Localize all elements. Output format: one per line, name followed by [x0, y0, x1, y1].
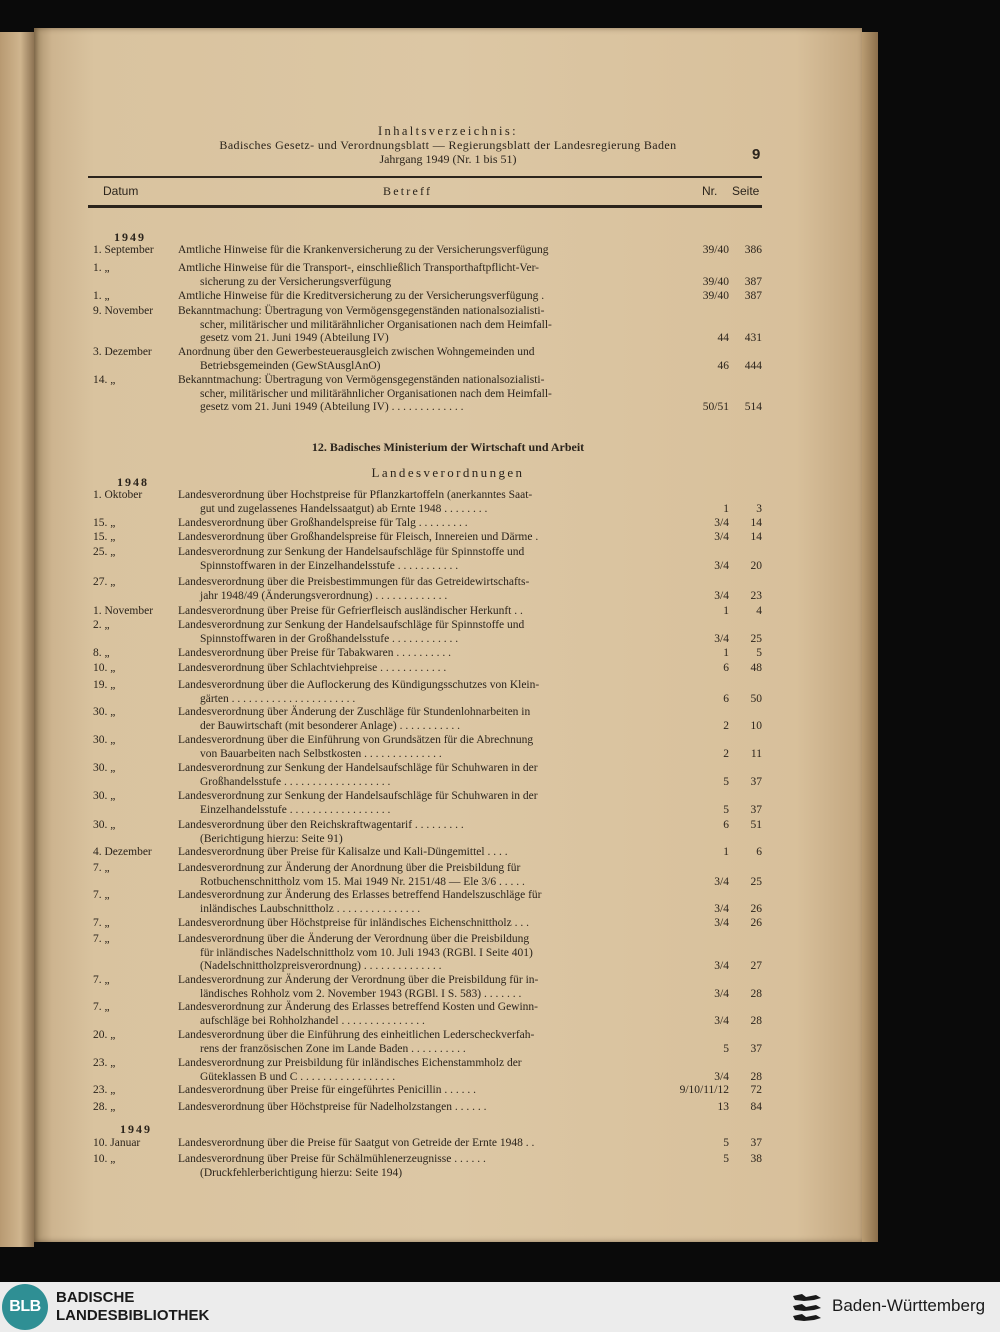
entry-seite: 50	[750, 692, 762, 705]
entry-date: 20. „	[93, 1029, 116, 1041]
entry-nr: 5	[723, 803, 729, 816]
entry-subject-line: Rotbuchenschnittholz vom 15. Mai 1949 Nr. 2151/48 — Ele 3/6 . . . . .	[200, 875, 525, 888]
entry-subject-line: Landesverordnung über den Reichskraftwagentarif . . . . . . . . .	[178, 819, 464, 831]
header-rule-bottom	[88, 205, 762, 208]
entry-subject-line: gesetz vom 21. Juni 1949 (Abteilung IV) . . . . . . . . . . . . .	[200, 401, 464, 413]
column-header-nr: Nr.	[702, 184, 718, 198]
entry-nr: 2	[723, 719, 729, 732]
entry-subject	[178, 790, 653, 817]
entry-date: 19. „	[93, 679, 116, 691]
entry-subject-line: Landesverordnung zur Senkung der Handelsaufschläge für Schuhwaren in der	[178, 762, 538, 774]
entry-subject-line: Landesverordnung zur Senkung der Handelsaufschläge für Spinnstoffe und	[178, 619, 525, 631]
entry-subject	[178, 679, 653, 706]
document-title: Inhaltsverzeichnis:	[377, 124, 518, 138]
entry-subject	[178, 374, 653, 415]
entry-date: 7. „	[93, 933, 110, 945]
entry-subject-line: Einzelhandelsstufe . . . . . . . . . . . . . . . . . .	[200, 803, 391, 816]
entry-subject	[178, 1001, 653, 1028]
entry-subject	[178, 305, 653, 346]
blb-name-line1: BADISCHE	[56, 1289, 135, 1306]
entry-subject-line: aufschläge bei Rohholzhandel . . . . . . . . . . . . . . .	[200, 1014, 425, 1027]
entry-date: 30. „	[93, 734, 116, 746]
entry-date: 1. September	[93, 244, 154, 256]
entry-nr: 1	[723, 846, 729, 858]
entry-date: 1. „	[93, 262, 110, 274]
entry-nr: 3/4	[714, 902, 729, 915]
entry-seite: 387	[744, 290, 762, 302]
column-header-datum: Datum	[103, 184, 139, 198]
entry-nr: 3/4	[714, 917, 729, 929]
entry-subject-line: Landesverordnung über die Preise für Saatgut von Getreide der Ernte 1948 . .	[178, 1137, 535, 1149]
entry-subject-line: Spinnstoffwaren in der Großhandelsstufe . . . . . . . . . . . .	[200, 632, 459, 645]
entry-seite: 26	[750, 902, 762, 915]
section-heading: 12. Badisches Ministerium der Wirtschaft und Arbeit	[311, 440, 585, 454]
entry-subject-line: Landesverordnung über Höchstpreise für inländisches Eichenschnittholz . . .	[178, 917, 529, 929]
entry-subject	[178, 647, 653, 661]
entry-nr: 1	[723, 647, 729, 659]
entry-subject-line: Landesverordnung über die Änderung der Verordnung über die Preisbildung	[178, 933, 530, 945]
entry-subject-line: Landesverordnung zur Änderung des Erlasses betreffend Handelszuschläge für	[178, 889, 542, 901]
entry-nr: 46	[717, 359, 729, 372]
entry-subject-line: scher, militärischer und militärähnlicher Organisationen nach dem Heimfall-	[200, 387, 552, 400]
entry-subject	[178, 974, 653, 1001]
entry-date: 7. „	[93, 862, 110, 874]
entry-subject-line: gesetz vom 21. Juni 1949 (Abteilung IV)	[200, 332, 389, 344]
page-number: 9	[752, 146, 761, 163]
entry-seite: 37	[750, 1042, 762, 1055]
entry-date: 25. „	[93, 546, 116, 558]
entry-subject	[178, 244, 653, 258]
entry-seite: 444	[744, 359, 762, 372]
entry-subject-line: Landesverordnung über die Einführung des einheitlichen Lederscheckverfah-	[178, 1029, 535, 1041]
entry-seite: 38	[750, 1153, 762, 1165]
entry-subject-line: Landesverordnung zur Senkung der Handelsaufschläge für Schuhwaren in der	[178, 790, 538, 802]
entry-nr: 1	[723, 605, 729, 617]
entry-date: 3. Dezember	[93, 346, 152, 358]
document-header	[34, 124, 862, 166]
entry-subject-line: gut und zugelassenes Handelssaatgut) ab Ernte 1948 . . . . . . . .	[200, 502, 488, 515]
year-label-1948: 1948	[117, 475, 149, 489]
entry-nr: 3/4	[714, 987, 729, 1000]
entry-subject	[178, 662, 653, 676]
footer-bar	[0, 1282, 1000, 1332]
entry-nr: 3/4	[714, 875, 729, 888]
entry-seite: 25	[750, 632, 762, 645]
entry-subject-line: Landesverordnung zur Änderung der Verordnung über die Preisbildung für in-	[178, 974, 539, 986]
entry-subject-line: Landesverordnung über Großhandelspreise für Fleisch, Innereien und Därme .	[178, 531, 539, 543]
entry-subject-line: Landesverordnung über die Auflockerung des Kündigungsschutzes von Klein-	[178, 679, 540, 691]
entry-nr: 6	[723, 819, 729, 831]
entry-subject-line: Landesverordnung über Höchstpreise für Nadelholzstangen . . . . . .	[178, 1101, 487, 1113]
entry-subject	[178, 889, 653, 916]
entry-date: 23. „	[93, 1084, 116, 1096]
entry-subject-line: Landesverordnung über Schlachtviehpreise . . . . . . . . . . . .	[178, 662, 447, 674]
entry-nr: 3/4	[714, 1014, 729, 1027]
entry-seite: 37	[750, 803, 762, 816]
entry-seite: 14	[750, 531, 762, 543]
entry-subject-line: Landesverordnung über Preise für Schälmühlenerzeugnisse . . . . . .	[178, 1153, 486, 1165]
entry-subject-line: Spinnstoffwaren in der Einzelhandelsstufe . . . . . . . . . . .	[200, 559, 459, 572]
entry-seite: 25	[750, 875, 762, 888]
entry-date: 1. Oktober	[93, 489, 143, 501]
entry-date: 7. „	[93, 1001, 110, 1013]
entry-subject	[178, 262, 653, 289]
entry-seite: 11	[750, 747, 762, 760]
entry-subject	[178, 546, 653, 573]
entry-nr: 3/4	[714, 517, 729, 529]
entry-subject-line: Großhandelsstufe . . . . . . . . . . . . . . . . . . .	[200, 775, 391, 788]
entry-seite: 20	[750, 559, 762, 572]
entry-subject-line: (Berichtigung hierzu: Seite 91)	[200, 832, 343, 845]
year-label-1949-second: 1949	[120, 1122, 152, 1136]
entry-seite: 48	[750, 662, 762, 674]
document-volume: Jahrgang 1949 (Nr. 1 bis 51)	[379, 152, 517, 166]
entry-date: 30. „	[93, 762, 116, 774]
entry-subject-line: scher, militärischer und militärähnlicher Organisationen nach dem Heimfall-	[200, 318, 552, 331]
entry-subject-line: Landesverordnung über Preise für Kalisalze und Kali-Düngemittel . . . .	[178, 846, 508, 858]
entry-nr: 44	[717, 332, 729, 344]
entry-subject-line: Landesverordnung über die Einführung von Grundsätzen für die Abrechnung	[178, 734, 534, 746]
entry-subject-line: Landesverordnung zur Preisbildung für inländisches Eichenstammholz der	[178, 1057, 522, 1069]
entry-date: 7. „	[93, 917, 110, 929]
entry-seite: 37	[750, 1137, 762, 1149]
column-header-betreff: Betreff	[383, 184, 433, 198]
blb-name[interactable]	[56, 1289, 209, 1325]
entry-subject	[178, 576, 653, 603]
entry-date: 28. „	[93, 1101, 116, 1113]
entry-subject-line: ländisches Rohholz vom 2. November 1943 (RGBl. I S. 583) . . . . . . .	[200, 987, 522, 1000]
entry-nr: 13	[717, 1101, 729, 1113]
entry-date: 7. „	[93, 889, 110, 901]
entry-subject-line: Landesverordnung über Hochstpreise für Pflanzkartoffeln (anerkanntes Saat-	[178, 489, 533, 501]
entry-subject-line: Bekanntmachung: Übertragung von Vermögensgegenständen nationalsozialisti-	[178, 374, 545, 386]
entry-date: 30. „	[93, 706, 116, 718]
blb-name-line2: LANDESBIBLIOTHEK	[56, 1307, 210, 1324]
entry-seite: 387	[744, 275, 762, 288]
column-header-seite: Seite	[732, 184, 760, 198]
baden-wuerttemberg-lions-icon[interactable]	[790, 1292, 824, 1324]
year-label-1949: 1949	[114, 230, 146, 244]
entry-subject	[178, 531, 653, 545]
entry-date: 30. „	[93, 790, 116, 802]
entry-nr: 6	[723, 662, 729, 674]
entry-subject-line: sicherung zu der Versicherungsverfügung	[200, 275, 392, 288]
entry-seite: 28	[750, 1070, 762, 1083]
entry-nr: 5	[723, 1153, 729, 1165]
entry-subject-line: Landesverordnung zur Senkung der Handelsaufschläge für Spinnstoffe und	[178, 546, 525, 558]
entry-subject	[178, 706, 653, 733]
entry-subject	[178, 734, 653, 761]
entry-seite: 23	[750, 589, 762, 602]
entry-subject	[178, 1057, 653, 1084]
entry-nr: 3/4	[714, 559, 729, 572]
entry-subject-line: inländisches Laubschnittholz . . . . . . . . . . . . . . .	[200, 902, 421, 915]
entry-date: 10. „	[93, 662, 116, 674]
entry-subject-line: von Bauarbeiten nach Selbstkosten . . . . . . . . . . . . . .	[200, 747, 442, 760]
entry-date: 14. „	[93, 374, 116, 386]
entry-subject	[178, 1029, 653, 1056]
entry-subject-line: Landesverordnung zur Änderung des Erlasses betreffend Kosten und Gewinn-	[178, 1001, 539, 1013]
entry-subject	[178, 1137, 653, 1151]
entry-subject-line: Landesverordnung über Preise für eingeführtes Penicillin . . . . . .	[178, 1084, 476, 1096]
entry-subject-line: (Druckfehlerberichtigung hierzu: Seite 194)	[200, 1166, 403, 1179]
entry-subject-line: Landesverordnung zur Änderung der Anordnung über die Preisbildung für	[178, 862, 521, 874]
entry-seite: 14	[750, 517, 762, 529]
header-rule-top	[88, 176, 762, 178]
entry-nr: 6	[723, 692, 729, 705]
entry-subject-line: Landesverordnung über Preise für Tabakwaren . . . . . . . . . .	[178, 647, 451, 659]
entry-subject-line: jahr 1948/49 (Änderungsverordnung) . . . . . . . . . . . . .	[200, 589, 448, 602]
entry-seite: 84	[750, 1101, 762, 1113]
section-subheading: Landesverordnungen	[371, 465, 525, 480]
entry-nr: 3/4	[714, 1070, 729, 1083]
entry-date: 23. „	[93, 1057, 116, 1069]
entry-subject-line: für inländisches Nadelschnittholz vom 10. Juli 1943 (RGBl. I Seite 401)	[200, 946, 533, 959]
entry-subject	[178, 933, 653, 974]
entry-subject-line: Güteklassen B und C . . . . . . . . . . . . . . . . .	[200, 1070, 396, 1083]
entry-nr: 39/40	[702, 244, 729, 256]
left-page-edge	[0, 32, 34, 1247]
entry-seite: 386	[744, 244, 762, 256]
entry-subject	[178, 862, 653, 889]
entry-seite: 4	[756, 605, 762, 617]
entry-nr: 3/4	[714, 531, 729, 543]
entry-date: 30. „	[93, 819, 116, 831]
entry-nr: 3/4	[714, 589, 729, 602]
entry-nr: 1	[723, 502, 729, 515]
entry-nr: 50/51	[702, 401, 729, 413]
entry-nr: 5	[723, 775, 729, 788]
entry-nr: 39/40	[702, 290, 729, 302]
entry-date: 10. „	[93, 1153, 116, 1165]
entry-subject	[178, 489, 653, 516]
entry-seite: 51	[750, 819, 762, 831]
entry-date: 1. November	[93, 605, 154, 617]
blb-logo-icon[interactable]: BLB	[2, 1284, 48, 1330]
entry-subject-line: Landesverordnung über die Preisbestimmungen für das Getreidewirtschafts-	[178, 576, 530, 588]
entry-seite: 72	[750, 1084, 762, 1096]
entry-subject	[178, 605, 653, 619]
entry-subject	[178, 1084, 653, 1098]
entry-seite: 431	[744, 332, 762, 344]
entry-subject-line: Amtliche Hinweise für die Krankenversicherung zu der Versicherungsverfügung	[178, 244, 549, 256]
entry-subject-line: Amtliche Hinweise für die Transport-, einschließlich Transporthaftpflicht-Ver-	[178, 262, 539, 274]
entry-subject	[178, 819, 653, 846]
entry-nr: 3/4	[714, 632, 729, 645]
entry-subject-line: Landesverordnung über Preise für Gefrierfleisch ausländischer Herkunft . .	[178, 605, 523, 617]
entry-subject	[178, 1153, 653, 1180]
entry-subject-line: Anordnung über den Gewerbesteuerausgleich zwischen Wohngemeinden und	[178, 346, 535, 358]
entry-subject	[178, 290, 653, 304]
entry-date: 4. Dezember	[93, 846, 152, 858]
entry-subject-line: Amtliche Hinweise für die Kreditversicherung zu der Versicherungsverfügung .	[178, 290, 545, 302]
entry-date: 15. „	[93, 517, 116, 529]
entry-date: 27. „	[93, 576, 116, 588]
entry-seite: 3	[756, 502, 762, 515]
entry-seite: 5	[756, 647, 762, 659]
entry-nr: 5	[723, 1042, 729, 1055]
document-subtitle: Badisches Gesetz- und Verordnungsblatt — Regierungsblatt der Landesregierung Baden	[219, 138, 677, 152]
entry-subject-line: (Nadelschnittholzpreisverordnung) . . . . . . . . . . . . . .	[200, 960, 442, 972]
entry-subject	[178, 346, 653, 373]
entry-nr: 5	[723, 1137, 729, 1149]
entry-nr: 3/4	[714, 960, 729, 972]
baden-wuerttemberg-name[interactable]: Baden-Württemberg	[832, 1296, 986, 1315]
entry-subject	[178, 917, 653, 931]
entry-nr: 9/10/11/12	[679, 1084, 729, 1096]
entry-date: 2. „	[93, 619, 110, 631]
entry-date: 9. November	[93, 305, 154, 317]
entry-seite: 26	[750, 917, 762, 929]
entry-subject-line: rens der französischen Zone im Lande Baden . . . . . . . . . .	[200, 1042, 466, 1055]
entry-subject-line: gärten . . . . . . . . . . . . . . . . . . . . . .	[200, 692, 356, 705]
entry-subject-line: Landesverordnung über Großhandelspreise für Talg . . . . . . . . .	[178, 517, 468, 529]
right-page-edge	[862, 32, 878, 1242]
entry-date: 1. „	[93, 290, 110, 302]
entry-date: 10. Januar	[93, 1137, 141, 1149]
entry-subject	[178, 846, 653, 860]
entry-seite: 6	[756, 846, 762, 858]
entry-date: 8. „	[93, 647, 110, 659]
entry-seite: 28	[750, 1014, 762, 1027]
entry-subject	[178, 517, 653, 531]
entry-nr: 2	[723, 747, 729, 760]
entry-subject	[178, 619, 653, 646]
entry-seite: 514	[744, 401, 762, 413]
entry-subject	[178, 1101, 653, 1115]
entry-seite: 10	[750, 719, 762, 732]
entry-nr: 39/40	[702, 275, 729, 288]
entry-seite: 28	[750, 987, 762, 1000]
entry-date: 7. „	[93, 974, 110, 986]
entry-seite: 37	[750, 775, 762, 788]
entry-subject-line: Betriebsgemeinden (GewStAusglAnO)	[200, 359, 381, 372]
entry-subject	[178, 762, 653, 789]
entry-subject-line: der Bauwirtschaft (mit besonderer Anlage) . . . . . . . . . . .	[200, 719, 460, 732]
entry-subject-line: Bekanntmachung: Übertragung von Vermögensgegenständen nationalsozialisti-	[178, 305, 545, 317]
entry-subject-line: Landesverordnung über Änderung der Zuschläge für Stundenlohnarbeiten in	[178, 706, 531, 718]
entry-seite: 27	[750, 960, 762, 972]
entry-date: 15. „	[93, 531, 116, 543]
